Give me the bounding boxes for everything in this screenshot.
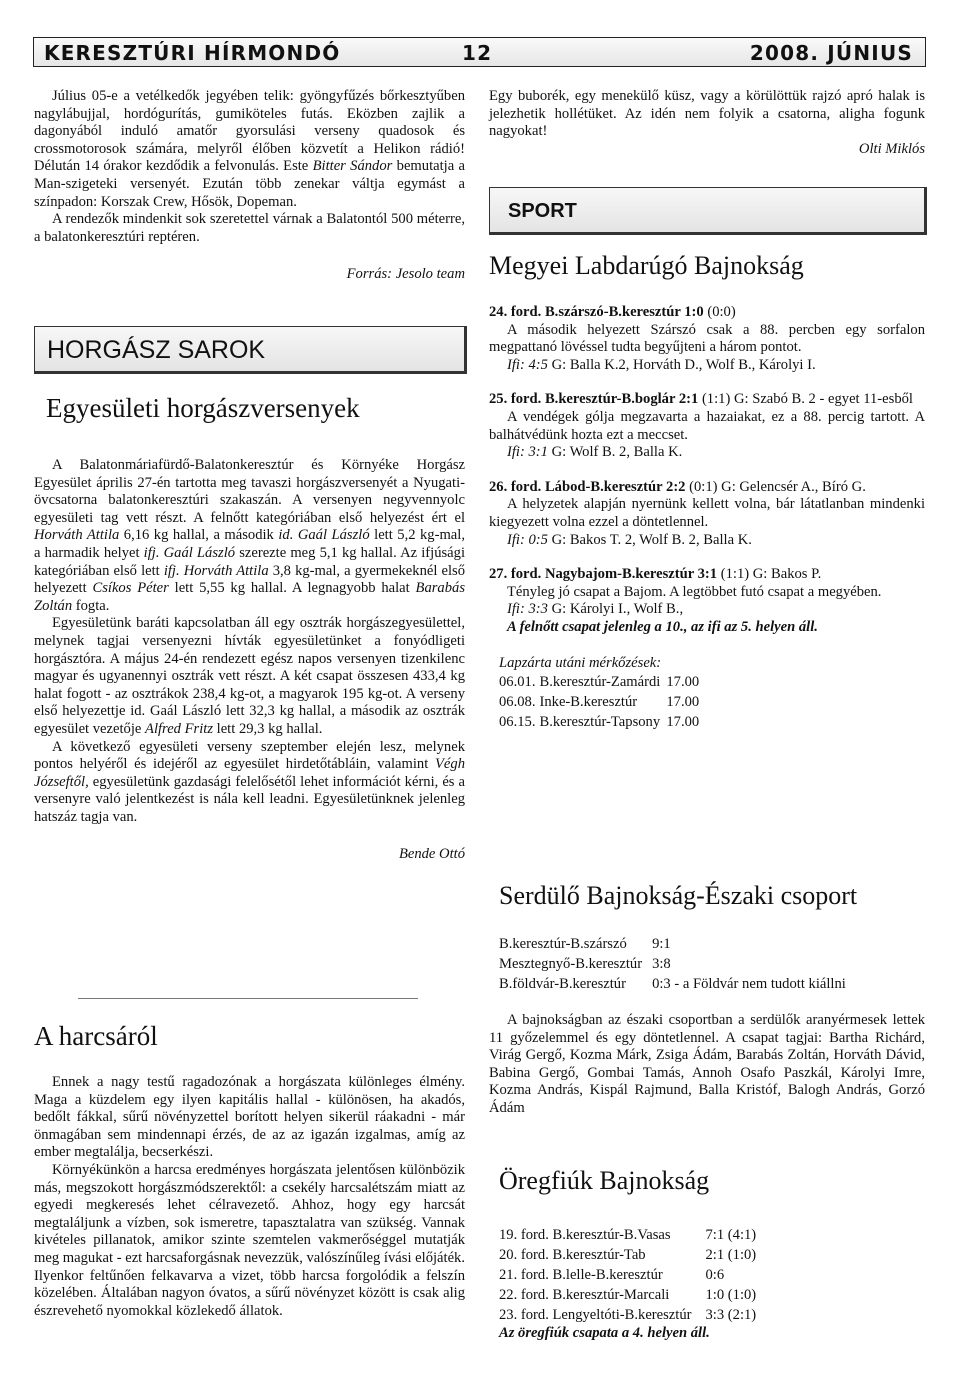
page-header bbox=[33, 37, 926, 67]
catfish-title: A harcsáról bbox=[34, 1021, 158, 1051]
county-league-title: Megyei Labdarúgó Bajnokság bbox=[489, 251, 804, 280]
angler-article bbox=[34, 392, 465, 864]
match-27: 27. ford. Nagybajom-B.keresztúr 3:1 (1:1) G: Bakos P. Tényleg jó csapat a Bajom. A legtöbbet futó csapat a megyében. Ifi: 3:3 G: Károlyi I., Wolf B., A felnőtt csapat jelenleg a 10., az ifi az 5. helyen áll. bbox=[489, 566, 925, 636]
angler-title: Egyesületi horgászversenyek bbox=[46, 393, 360, 423]
sport-section-label: SPORT bbox=[508, 200, 577, 222]
oldboys-title: Öregfiúk Bajnokság bbox=[499, 1166, 710, 1195]
festival-source: Forrás: Jesolo team bbox=[346, 266, 465, 283]
youth-league bbox=[489, 880, 925, 1118]
match-26: 26. ford. Lábod-B.keresztúr 2:2 (0:1) G: Gelencsér A., Bíró G. A helyzetek alapján nyernünk kellett volna, bár látatlanban mindenki kiegyezett volna ezzel a döntetlennel. Ifi: 0:5 G: Bakos T. 2, Wolf B. 2, Balla K. bbox=[489, 478, 925, 548]
table-row: 06.08. Inke-B.keresztúr 17.00 bbox=[499, 694, 700, 711]
festival-closing: A rendezők mindenkit sok szeretettel várnak a Balatontól 500 méterre, a balatonkeresztúri reptéren. bbox=[34, 211, 465, 245]
table-row: 22. ford. B.keresztúr-Marcali 1:0 (1:0) bbox=[499, 1287, 757, 1303]
oldboys-results bbox=[499, 1225, 756, 1325]
festival-text: Július 05-e a vetélkedők jegyében telik: gyöngyfűzés bőrkesztyűben nagylábujjal, hordógurítás, gumiköteles futás. Eközben zajlik a dagonyából induló amatőr gyorsulási verseny quadosok és crossmotorosok számára, melyről élőben közvetít a Helikon rádió! Délután 14 órakor kezdődik a felvonulás. Este Bitter Sándor bemutatja a Man-szigeteki versenyét. Ezután több zenekar váltja egymást a színpadon: Korszak Crew, Hősök, Dopeman. bbox=[34, 88, 465, 210]
intro-author: Olti Miklós bbox=[858, 140, 925, 157]
angler-paragraph-1: A Balatonmáriafürdő-Balatonkeresztúr és Környéke Horgász Egyesület április 27-én tartotta meg tavaszi horgászversenyét a Nyugati-övcsatorna balatonkeresztúri szakaszán. A versenyen negyvennyolc egyesületi tag vett részt. A felnőtt kategóriában első helyezést ért el Horváth Attila 6,16 kg hallal, a második id. Gaál László lett 5,2 kg-mal, a harmadik helyet ifj. Gaál László szerezte meg 5,1 kg hallal. Az ifjúsági kategóriában első lett ifj. Horváth Attila 3,8 kg-mal, a gyermekeknél első helyezett Csíkos Péter lett 5,55 kg hallal. A legnagyobb halat Barabás Zoltán fogta. bbox=[34, 457, 466, 614]
angler-section-label: HORGÁSZ SAROK bbox=[47, 336, 266, 364]
table-row: B.keresztúr-B.szárszó 9:1 bbox=[499, 936, 671, 952]
youth-league-title: Serdülő Bajnokság-Északi csoport bbox=[499, 881, 858, 910]
catfish-paragraph-1: Ennek a nagy testű ragadozónak a horgászata különleges élmény. Maga a küzdelem egy ilyen kapitális hallal - különösen, ha akadós, bedőlt fákkal, sűrű növényzettel borított helyen sikerül ráakadni - már önmagában sem mindennapi érzés, de az az igazán izgalmas, amíg az ember megtalálja, becserkészi. bbox=[34, 1074, 465, 1161]
angler-author: Bende Ottó bbox=[398, 846, 465, 863]
catfish-continuation: Egy buborék, egy menekülő küsz, vagy a körülöttük rajzó apró halak is jelezhetik hollétüket. Az idén nem folyik a csatorna, aligha fogunk nagyokat! bbox=[489, 88, 925, 140]
publication-title: KERESZTÚRI HÍRMONDÓ bbox=[44, 41, 341, 65]
divider-line bbox=[78, 998, 418, 999]
county-league bbox=[489, 250, 925, 732]
sport-section-box bbox=[489, 187, 927, 235]
oldboys-league bbox=[489, 1165, 925, 1343]
angler-paragraph-2: Egyesületünk baráti kapcsolatban áll egy osztrák horgászegyesülettel, melynek tagjai versenyezni hívták egyesületünket a fonyódligeti horgásztóra. A május 24-én rendezett egész napos versenyen tizenkilenc magyar és ugyanennyi osztrák vett részt. A két csapat összesen 433,4 kg halat fogott - az osztrákok 238,4 kg-ot, a magyarok 195 kg-ot. A verseny első helyezettje id. Gaál László lett 32,3 kg hallal, a második az osztrák egyesület vezetője Alfred Fritz lett 29,3 kg hallal. bbox=[34, 615, 465, 737]
angler-paragraph-3: A következő egyesületi verseny szeptember elején lesz, melynek pontos helyéről és idejéről az egyesület hirdetőtábláin, valamint Végh Józseftől, egyesületünk gazdasági felelősétől lehet információt kérni, és a versenyre való jelentkezést is nála kell leadni. Egyesületünknek jelenleg hatszáz tagja van. bbox=[34, 738, 465, 825]
table-row: 23. ford. Lengyeltóti-B.keresztúr 3:3 (2:1) bbox=[499, 1307, 757, 1323]
table-row: 19. ford. B.keresztúr-B.Vasas 7:1 (4:1) bbox=[499, 1227, 757, 1243]
table-row: 06.01. B.keresztúr-Zamárdi 17.00 bbox=[499, 674, 700, 691]
postseason-table bbox=[499, 672, 699, 732]
youth-text: A bajnokságban az északi csoportban a serdülők aranyérmesek lettek 11 győzelemmel és egy döntetlennel. A csapat tagjai: Bartha Richárd, Virág Gergő, Kozma Márk, Zsiga Ádám, Barabás Zoltán, Horváth Dávid, Babina Gergő, Gombai Tamás, Annoh Osafo Paszkál, Károlyi Imre, Kozma András, Kispál Rajmund, Balla Kristóf, Balogh András, Gorzó Ádám bbox=[489, 1012, 925, 1116]
table-row: B.földvár-B.keresztúr 0:3 - a Földvár nem tudott kiállni bbox=[499, 976, 846, 992]
youth-results bbox=[499, 934, 846, 994]
table-row: 20. ford. B.keresztúr-Tab 2:1 (1:0) bbox=[499, 1247, 757, 1263]
issue-date: 2008. JÚNIUS bbox=[749, 41, 913, 65]
match-24: 24. ford. B.szárszó-B.keresztúr 1:0 (0:0) A második helyezett Szárszó csak a 88. percben egy sorfalon megpattanó lövéssel tudta begyűjteni a három pontot. Ifi: 4:5 G: Balla K.2, Horváth D., Wolf B., Károlyi I. bbox=[489, 304, 925, 373]
right-column-intro bbox=[489, 88, 925, 158]
catfish-article bbox=[34, 1020, 465, 1320]
oldboys-summary: Az öregfiúk csapata a 4. helyen áll. bbox=[499, 1325, 710, 1341]
table-row: 21. ford. B.lelle-B.keresztúr 0:6 bbox=[499, 1267, 725, 1283]
county-summary: A felnőtt csapat jelenleg a 10., az ifi az 5. helyen áll. bbox=[507, 618, 818, 635]
table-row: 06.15. B.keresztúr-Tapsony 17.00 bbox=[499, 714, 700, 731]
table-row: Mesztegnyő-B.keresztúr 3:8 bbox=[499, 956, 671, 972]
left-column bbox=[34, 88, 465, 284]
angler-section-box bbox=[34, 326, 467, 374]
postseason-list: Lapzárta utáni mérkőzések: 06.01. B.keresztúr-Zamárdi 17.00 06.08. Inke-B.keresztúr 17.00 06.15. B.keresztúr-Tapsony 17.00 bbox=[499, 654, 700, 731]
page-number: 12 bbox=[462, 41, 493, 65]
catfish-paragraph-2: Környékünkön a harcsa eredményes horgászata jelentősen különbözik más, megszokott horgászmódszerektől: a csekély harcsalétszám miatt az egyedi megkeresés lehet célravezető. Ahhoz, hogy egy harcsát megtaláljunk a vízben, sok ismeretre, tapasztalatra van szükség. Vannak kivételes pillanatok, amikor szinte szemtelen vakmerőséggel mutatják meg magukat - ezt harcsaforgásnak nevezzük, valószínűleg ívási előjáték. Ilyenkor feltűnően felkavarva a vizet, több harcsa forgolódik a felszín közelében. Általában nagyon óvatos, a sűrű növényzet között is csak alig észrevehető nyomokkal közlekedő állatok. bbox=[34, 1161, 465, 1319]
match-25: 25. ford. B.keresztúr-B.boglár 2:1 (1:1) G: Szabó B. 2 - egyet 11-esből A vendégek gólja megzavarta a hazaiakat, ez a 88. percig tartott. A balhátvédünk hozta ezt a meccset. Ifi: 3:1 G: Wolf B. 2, Balla K. bbox=[489, 391, 925, 461]
